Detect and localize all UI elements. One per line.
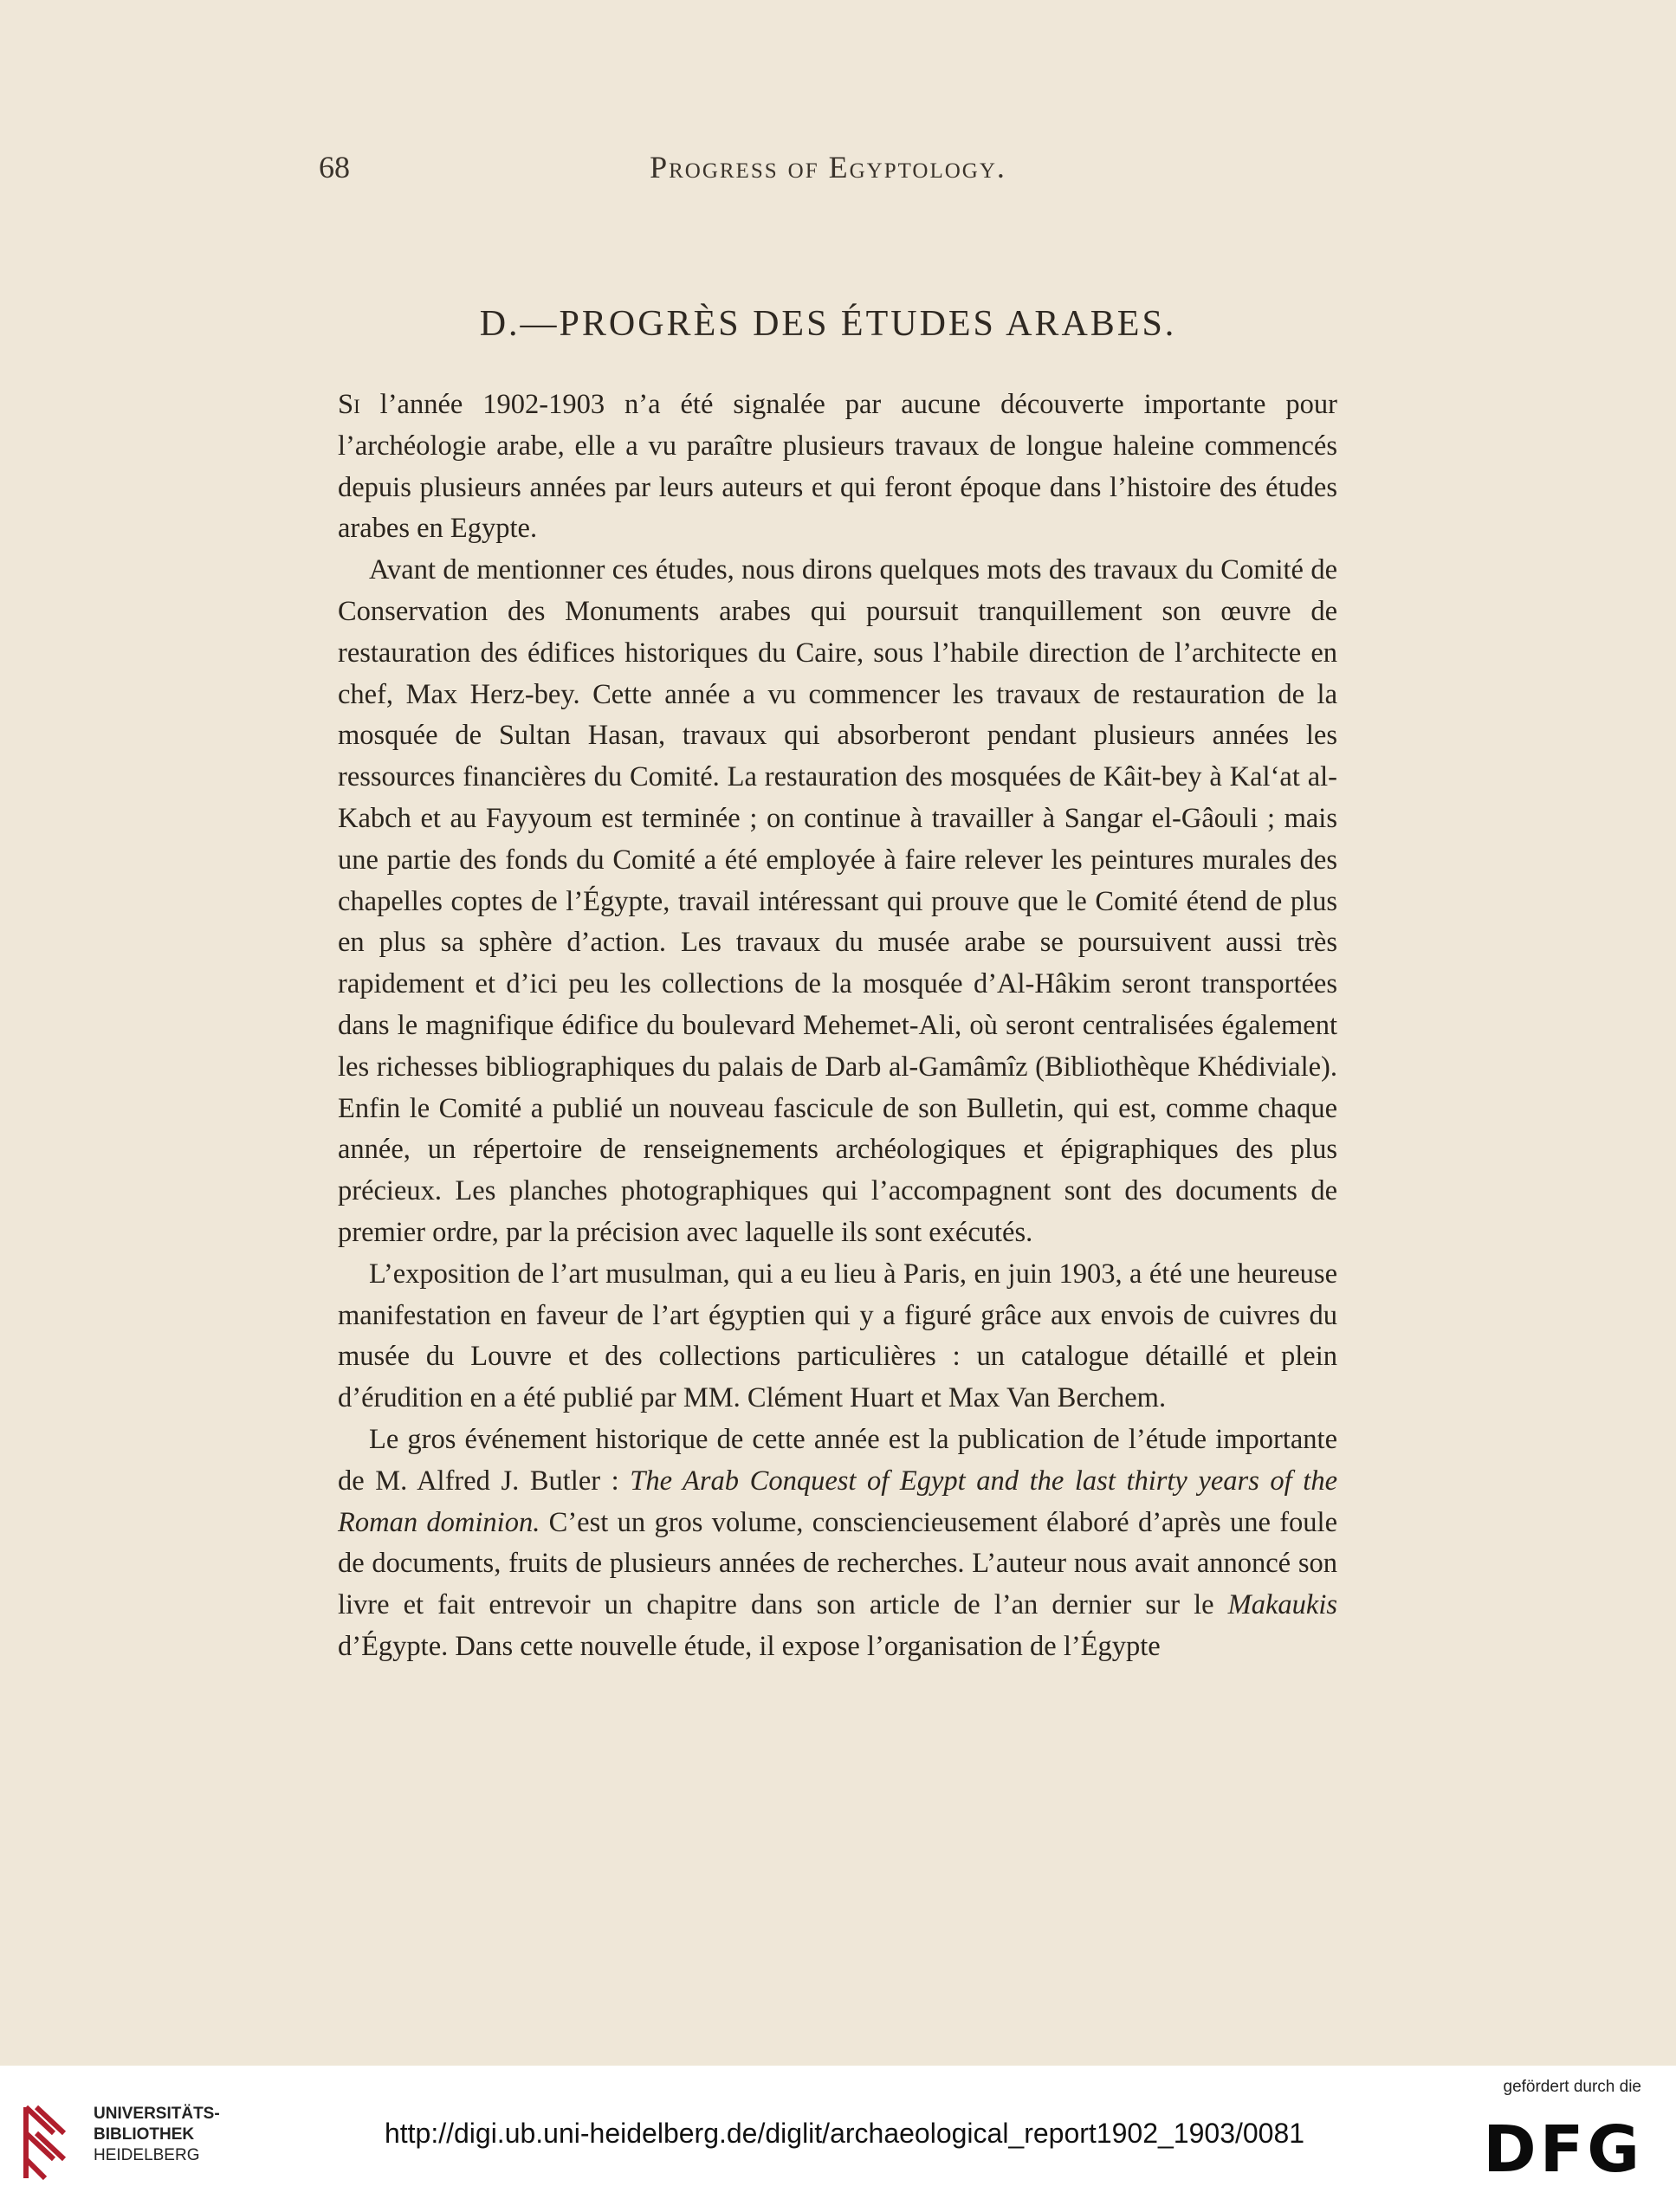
running-title: Progress of Egyptology. [650,150,1006,184]
paragraph-3: L’exposition de l’art musulman, qui a eu lieu à Paris, en juin 1903, a été une heureuse manifestation en faveur de l’art égyptien qui y a figuré grâce aux envois de cuivres du musée du Louvre et des collections particulières : un catalogue détaillé et plein d’érudition en a été publié par MM. Clément Huart et Max Van Berchem. [338,1258,1337,1414]
paragraph-4 [338,1420,1337,1668]
section-title: D.—PROGRÈS DES ÉTUDES ARABES. [479,304,1177,344]
library-line-1: UNIVERSITÄTS- [94,2105,220,2123]
running-header [319,149,1337,192]
library-line-3: HEIDELBERG [94,2146,200,2164]
paragraph-4-after: d’Égypte. Dans cette nouvelle étude, il expose l’organisation de l’Égypte [338,1630,1161,1662]
dfg-logo: DFG [1483,2112,1643,2187]
body-text [338,385,1337,1668]
library-logo-icon [19,2099,80,2185]
book-title: The Arab Conquest of Egypt and the last thirty years of the Roman dominion. [338,1465,1337,1538]
paragraph-2: Avant de mentionner ces études, nous dirons quelques mots des travaux du Comité de Conservation des Monuments arabes qui poursuit tranquillement son œuvre de restauration des édifices historiques du Caire, sous l’habile direction de l’architecte en chef, Max Herz-bey. Cette année a vu commencer les travaux de restauration de la mosquée de Sultan Hasan, travaux qui absorberont pendant plusieurs années les ressources financières du Comité. La restauration des mosquées de Kâit-bey à Kal‘at al-Kabch et au Fayyoum est terminée ; on continue à travailler à Sangar el-Gâouli ; mais une partie des fonds du Comité a été employée à faire relever les peintures murales des chapelles coptes de l’Égypte, travail intéressant qui prouve que le Comité étend de plus en plus sa sphère d’action. Les travaux du musée arabe se poursuivent aussi très rapidement et d’ici peu les collections de la mosquée d’Al-Hâkim seront transportées dans le magnifique édifice du boulevard Mehemet-Ali, où seront centralisées également les richesses bibliographiques du palais de Darb al-Gamâmîz (Bibliothèque Khédiviale). Enfin le Comité a publié un nouveau fascicule de son Bulletin, qui est, comme chaque année, un répertoire de renseignements archéologiques et épigraphiques des plus précieux. Les planches photographiques qui l’accompagnent sont des documents de premier ordre, par la précision avec laquelle ils sont exécutés. [338,554,1337,1248]
funded-by-label: gefördert durch die [1503,2078,1641,2096]
permalink-url[interactable]: http://digi.ub.uni-heidelberg.de/diglit/archaeological_report1902_1903/0081 [384,2118,1305,2149]
paragraph-4-before: Le gros événement historique de cette année est la publication de l’étude importante de M. Alfred J. Butler : [338,1423,1337,1497]
page-number: 68 [319,150,350,184]
italic-word: Makaukis [1227,1589,1337,1621]
drop-lead: Si [338,389,360,420]
paragraph-1 [338,385,1337,550]
paragraph-1-text: l’année 1902-1903 n’a été signalée par aucune découverte importante pour l’archéologie arabe, elle a vu paraître plusieurs travaux de longue haleine commencés depuis plusieurs années par leurs auteurs et qui feront époque dans l’histoire des études arabes en Egypte. [338,389,1337,545]
library-line-2: BIBLIOTHEK [94,2125,195,2144]
library-name [94,2104,284,2166]
footer-bar [0,2066,1676,2212]
paragraph-4-middle: C’est un gros volume, consciencieusement élaboré d’après une foule de documents, fruits de plusieurs années de recherches. L’auteur nous avait annoncé son livre et fait entrevoir un chapitre dans son article de l’an dernier sur le [338,1506,1337,1621]
